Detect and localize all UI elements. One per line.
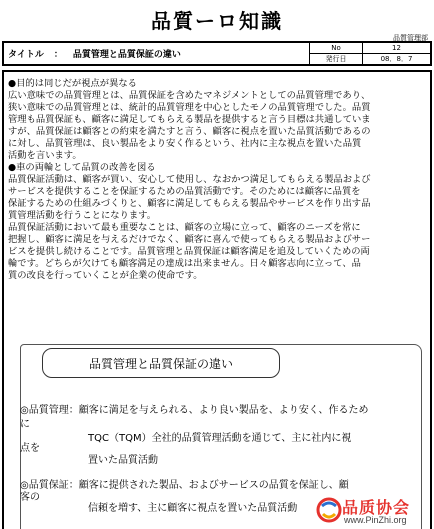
pinzhi-logo [314,495,432,529]
date-label: 発行日 [310,54,363,64]
no-label: No [310,43,363,53]
body-line: 活動を言います。 [8,150,82,161]
qa-definition-line-3: 信頼を増す、主に顧客に視点を置いた品質活動 [88,503,298,514]
body-line: に対し、品質管理は、良い製品をより安く作るという、社内に主な視点を置いた品質 [8,138,362,149]
body-line: 質の改良を行っていくことが企業の使命です。 [8,270,203,281]
logo-url: www.PinZhi.org [344,515,407,525]
body-line: 管理も品質保証も、顧客に満足してもらえる製品を提供すると言う目標は共通していま [8,114,371,125]
department-label: 品質管理部 [393,34,428,42]
body-line: ●車の両輪として品質の改善を図る [8,162,156,173]
body-line: 質管理活動を行うことになります。 [8,210,157,221]
qa-definition-line-2: 客の [20,492,40,503]
no-row [310,43,430,53]
body-line: 品質保証活動は、顧客が買い、安心して使用し、なおかつ満足してもらえる製品および [8,174,371,185]
body-text [8,78,428,282]
body-line: 広い意味での品質管理とは、品質保証を含めたマネジメントとしての品質管理であり、 [8,90,371,101]
body-line: 把握し、顧客に満足を与えるだけでなく、顧客に喜んで使ってもらえる製品およびサー [8,234,371,245]
comparison-subtitle: 品質管理と品質保証の違い [42,348,280,378]
qc-definition-line-4: 点を [20,443,40,454]
body-line: サービスを提供することを保証するための品質活動です。そのためには顧客に品質を [8,186,361,197]
header-table [2,41,432,66]
body-line: ●目的は同じだが視点が異なる [8,78,137,89]
qc-definition-line-5: 置いた品質活動 [88,455,158,466]
qa-definition-line-1: ◎品質保証：顧客に提供された製品、およびサービスの品質を保証し、顧 [20,480,349,491]
meta-cells [310,43,430,64]
date-value: 08．8．7 [380,55,413,63]
pinzhi-logo-mark-icon [316,497,342,523]
title-colon: ： [53,50,63,60]
body-line: 保証するための仕組みづくりと、顧客に満足してもらえる製品やサービスを作り出す品 [8,198,371,209]
title-label: タイトル [8,50,44,60]
qc-definition-line-3: TQC（TQM）全社的品質管理活動を通じて、主に社内に視 [88,433,352,444]
body-line: すが、品質保証は顧客との約束を満たすと言う、顧客に視点を置いた品質活動であるの [8,126,371,137]
body-line: 品質保証活動において最も重要なことは、顧客の立場に立って、顧客のニーズを常に [8,222,361,233]
title-value: 品質管理と品質保証の違い [72,50,181,60]
body-line: 狭い意味での品質管理とは、統計的品質管理を中心としたモノの品質管理でした。品質 [8,102,371,113]
qc-definition-line-2: に [20,419,30,430]
body-box [2,70,432,529]
date-row [310,53,430,64]
document-title: 品質ーロ知識 [151,9,283,33]
no-value: 12 [392,44,401,52]
qc-definition-line-1: ◎品質管理：顧客に満足を与えられる、より良い製品を、より安く、作るため [20,405,369,416]
body-line: ビスを提供し続けることです。品質管理と品質保証は顧客満足を追及していくための両 [8,246,370,257]
logo-name: 品质协会 [342,498,411,517]
title-cell [4,43,310,64]
body-line: 輪です。どちらが欠けても顧客満足の達成は出来ません。日々顧客志向に立って、品 [8,258,361,269]
